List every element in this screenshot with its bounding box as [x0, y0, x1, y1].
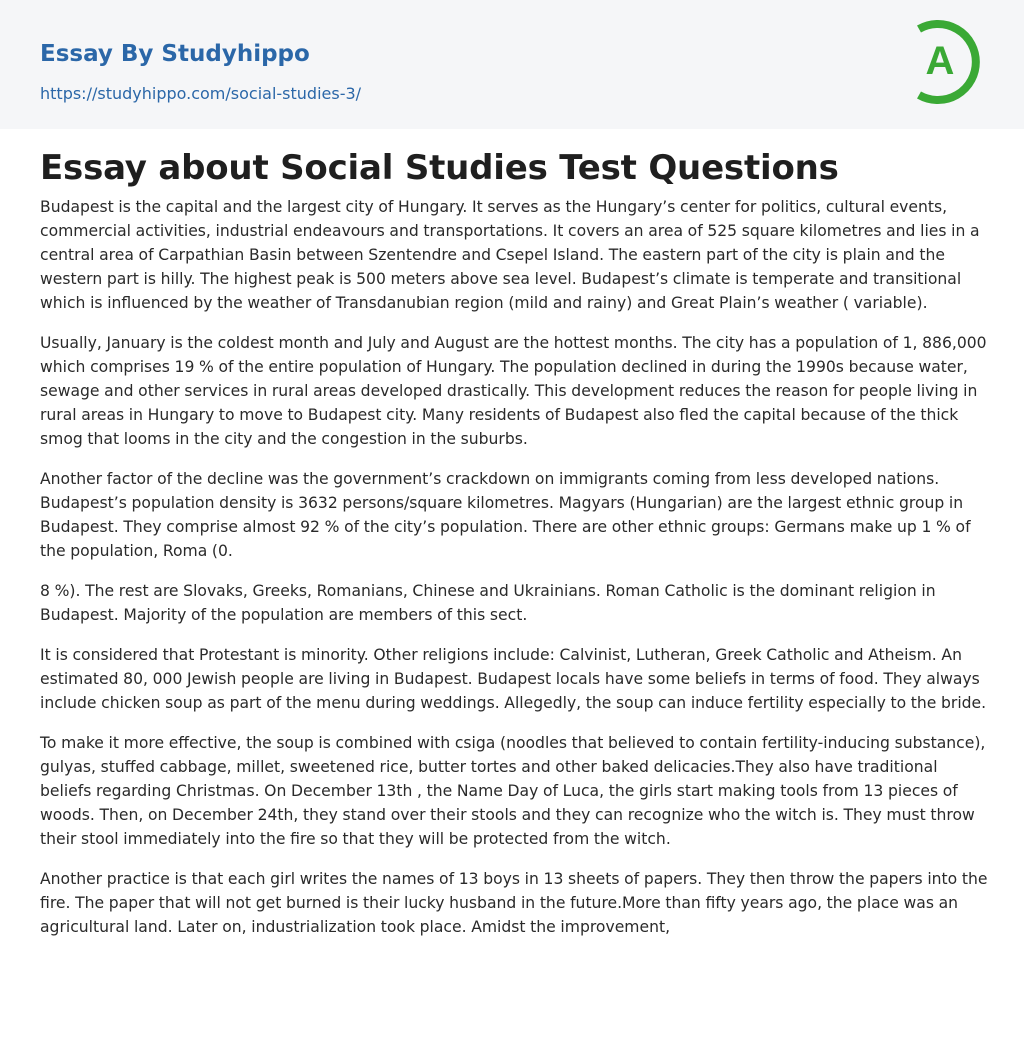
article-paragraph: 8 %). The rest are Slovaks, Greeks, Romanians, Chinese and Ukrainians. Roman Catholic is the dominant religion in Budapest. Majority of the population are members of this sect.: [40, 582, 936, 624]
logo-letter: A: [925, 39, 955, 83]
article-paragraph: Budapest is the capital and the largest city of Hungary. It serves as the Hungary’s center for politics, cultural events, commercial activities, industrial endeavours and transportations. It covers an area of 525 square kilometres and lies in a central area of Carpathian Basin between Szentendre and Csepel Island. The eastern part of the city is plain and the western part is hilly. The highest peak is 500 meters above sea level. Budapest’s climate is temperate and transitional which is influenced by the weather of Transdanubian region (mild and rainy) and Great Plain’s weather ( variable).: [40, 198, 980, 312]
article-paragraph: It is considered that Protestant is minority. Other religions include: Calvinist, Lutheran, Greek Catholic and Atheism. An estimated 80, 000 Jewish people are living in Budapest. Budapest locals have some beliefs in terms of food. They always include chicken soup as part of the menu during weddings. Allegedly, the soup can induce fertility especially to the bride.: [40, 646, 987, 712]
source-url-link[interactable]: https://studyhippo.com/social-studies-3/: [40, 84, 362, 103]
article-paragraph: Another factor of the decline was the government’s crackdown on immigrants coming from less developed nations. Budapest’s population density is 3632 persons/square kilometres. Magyars (Hungarian) are the largest ethnic group in Budapest. They comprise almost 92 % of the city’s population. There are other ethnic groups: Germans make up 1 % of the population, Roma (0.: [40, 470, 971, 560]
logo-icon: [907, 17, 987, 107]
article-paragraph: To make it more effective, the soup is combined with csiga (noodles that believed to contain fertility-inducing substance), gulyas, stuffed cabbage, millet, sweetened rice, butter tortes and other baked delicacies.They also have traditional beliefs regarding Christmas. On December 13th , the Name Day of Luca, the girls start making tools from 13 pieces of woods. Then, on December 24th, they stand over their stools and they can recognize who the witch is. They must throw their stool immediately into the fire so that they will be protected from the witch.: [40, 734, 986, 848]
article-paragraph: Another practice is that each girl writes the names of 13 boys in 13 sheets of papers. They then throw the papers into the fire. The paper that will not get burned is their lucky husband in the future.More than fifty years ago, the place was an agricultural land. Later on, industrialization took place. Amidst the improvement,: [40, 870, 988, 936]
article-title: Essay about Social Studies Test Questions: [40, 148, 839, 188]
site-brand-link[interactable]: Essay By Studyhippo: [40, 41, 310, 67]
article-paragraph: Usually, January is the coldest month and July and August are the hottest months. The city has a population of 1, 886,000 which comprises 19 % of the entire population of Hungary. The population declined in during the 1990s because water, sewage and other services in rural areas developed drastically. This development reduces the reason for people living in rural areas in Hungary to move to Budapest city. Many residents of Budapest also fled the capital because of the thick smog that looms in the city and the congestion in the suburbs.: [40, 334, 987, 448]
studyhippo-logo[interactable]: [907, 17, 987, 107]
site-header: [0, 0, 1024, 129]
article: [40, 146, 990, 955]
